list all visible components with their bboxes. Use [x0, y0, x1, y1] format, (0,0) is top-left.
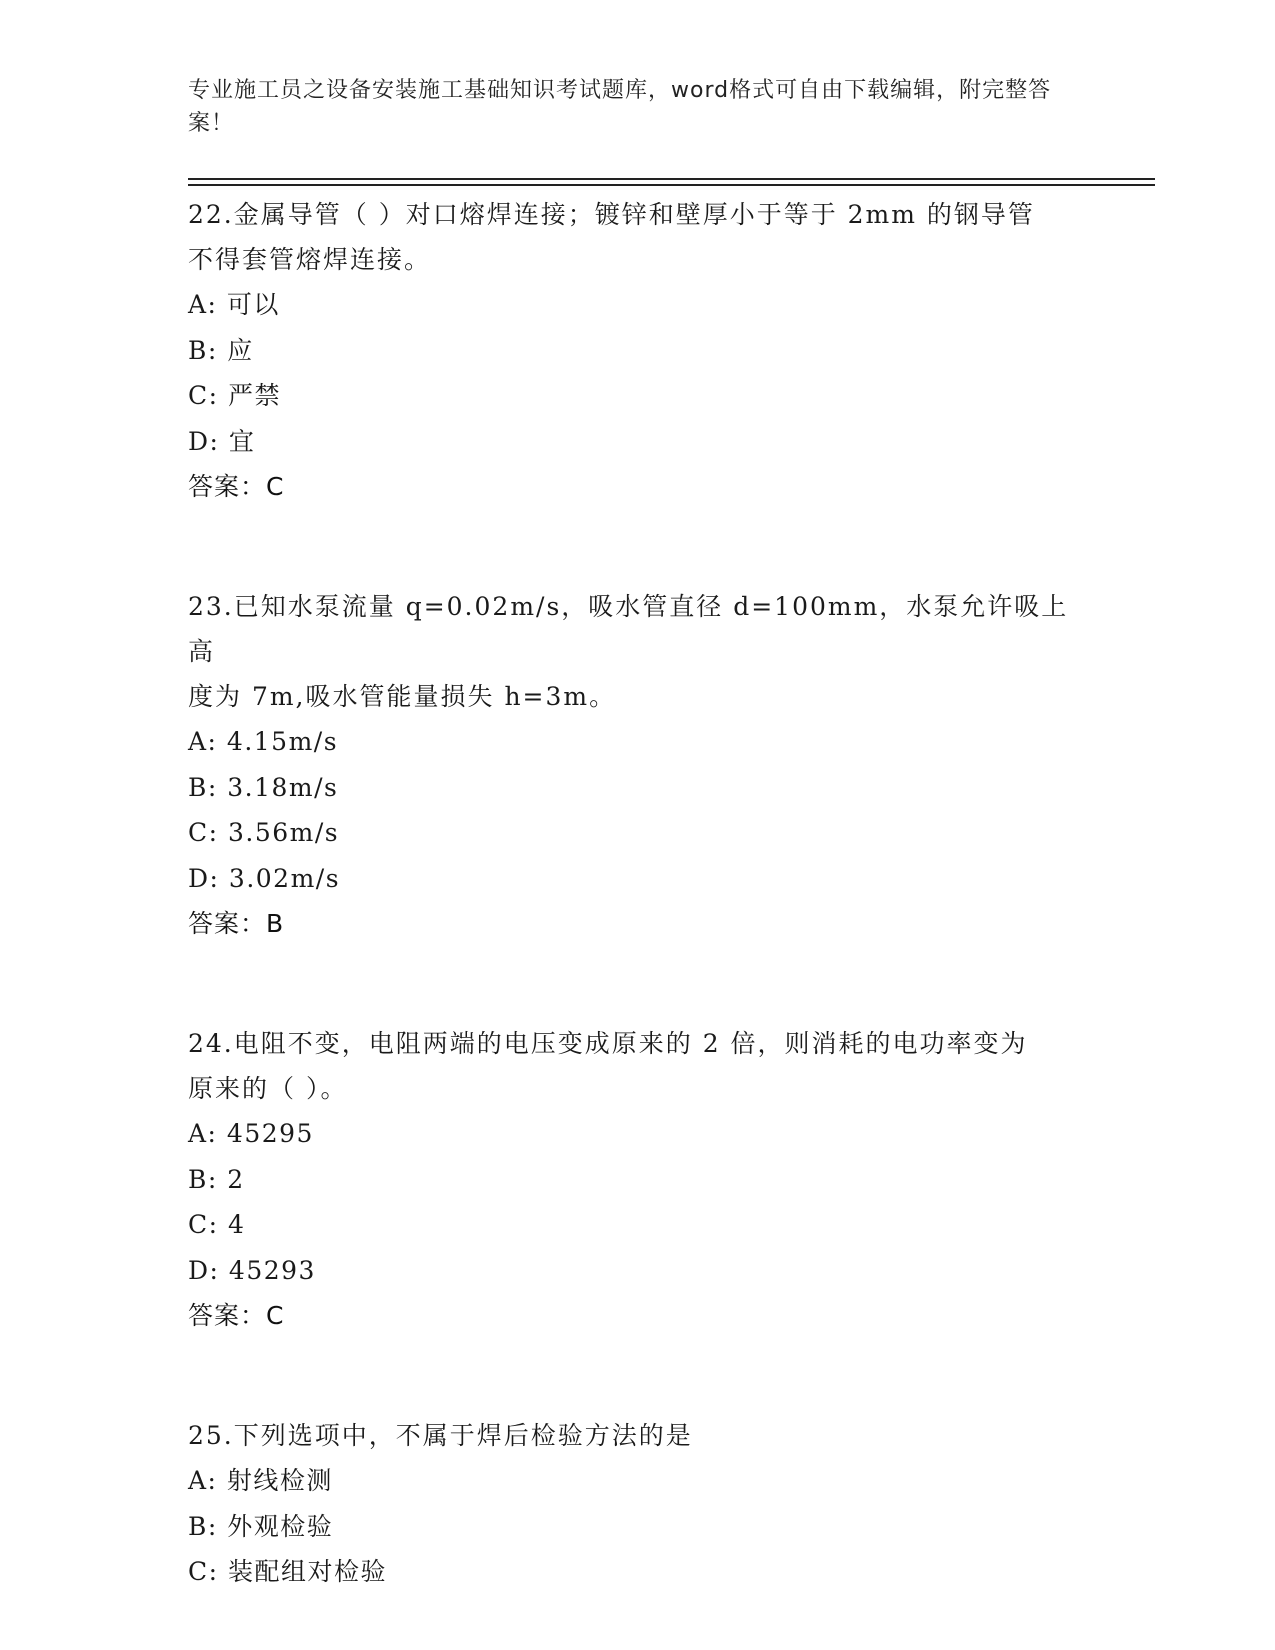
question-stem-line: 25.下列选项中，不属于焊后检验方法的是: [188, 1421, 693, 1450]
answer-label: 答案：C: [188, 1301, 285, 1330]
option-b: B: 2: [188, 1164, 245, 1194]
option-b: B: 3.18m/s: [188, 772, 339, 802]
question-list: [188, 190, 1088, 1595]
header-divider-bottom: [188, 184, 1155, 186]
question-stem-line: 原来的（ ）。: [188, 1074, 348, 1103]
header-divider-top: [188, 178, 1155, 180]
option-a: A: 4.15m/s: [188, 727, 339, 756]
option-a: A: 可以: [188, 290, 280, 319]
option-c: C: 4: [188, 1210, 246, 1239]
option-d: D: 3.02m/s: [188, 863, 341, 893]
question-gap: [188, 946, 1088, 1019]
question-stem-line: 24.电阻不变，电阻两端的电压变成原来的 2 倍，则消耗的电功率变为: [188, 1029, 1028, 1058]
question-stem: [188, 582, 1088, 719]
option-d: D: 宜: [188, 426, 256, 456]
answer-label: 答案：C: [188, 472, 285, 501]
question-stem: [188, 190, 1088, 282]
question-stem-line: 度为 7m,吸水管能量损失 h=3m。: [188, 682, 617, 711]
option-b: B: 应: [188, 335, 254, 365]
option-d: D: 45293: [188, 1255, 316, 1285]
question-24: [188, 1019, 1088, 1338]
question-stem-line: 22.金属导管（ ）对口熔焊连接；镀锌和壁厚小于等于 2mm 的钢导管: [188, 200, 1035, 229]
option-c: C: 装配组对检验: [188, 1557, 387, 1586]
question-22: [188, 190, 1088, 509]
question-stem-line: 23.已知水泵流量 q=0.02m/s，吸水管直径 d=100mm，水泵允许吸上高: [188, 592, 1069, 666]
answer-label: 答案：B: [188, 909, 285, 938]
option-c: C: 严禁: [188, 381, 281, 410]
question-gap: [188, 1338, 1088, 1411]
option-a: A: 射线检测: [188, 1466, 333, 1495]
option-b: B: 外观检验: [188, 1511, 334, 1541]
question-gap: [188, 509, 1088, 582]
question-25: [188, 1411, 1088, 1595]
question-stem-line: 不得套管熔焊连接。: [188, 245, 432, 274]
question-23: [188, 582, 1088, 946]
option-c: C: 3.56m/s: [188, 818, 340, 847]
option-a: A: 45295: [188, 1119, 314, 1148]
question-stem: [188, 1019, 1088, 1111]
document-header: 专业施工员之设备安装施工基础知识考试题库，word格式可自由下载编辑，附完整答案！: [188, 78, 1052, 136]
question-stem: [188, 1411, 1088, 1458]
